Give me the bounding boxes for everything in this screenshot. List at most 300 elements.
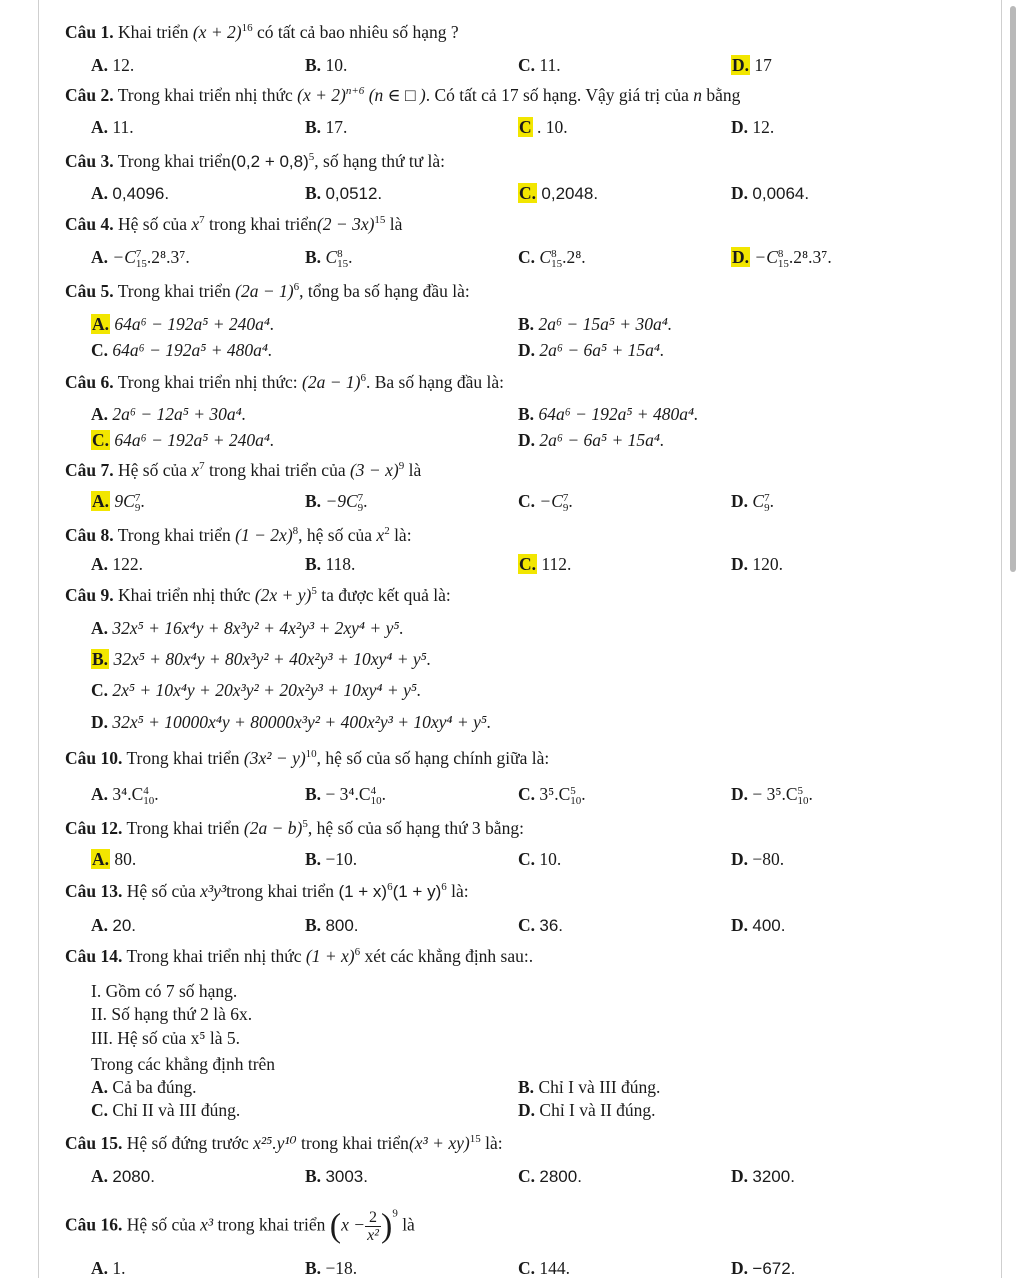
option-letter: B. [305,491,322,511]
option-value: 0,2048. [541,184,599,203]
option-b[interactable] [305,182,382,205]
option-letter: B. [305,915,322,935]
option-c[interactable] [518,116,568,138]
math-var: x [191,460,200,480]
option-a[interactable] [91,1165,155,1188]
question-text: Trong khai triển nhị thức [117,85,298,105]
option-letter-highlighted: D. [732,247,750,267]
option-letter: C. [518,247,536,267]
math-expr: (x³ + xy) [408,1133,470,1153]
option-a[interactable] [91,54,134,76]
question-12 [65,817,524,839]
option-letter: A. [91,915,109,935]
math-expr: (x + 2) [192,22,242,42]
option-d[interactable] [731,914,785,937]
question-label: Câu 12. [65,818,123,838]
option-value: −9C [325,491,358,511]
option-d[interactable] [731,182,809,205]
option-tail: . [581,784,586,804]
option-letter: C. [518,849,536,869]
option-d[interactable] [731,1257,795,1280]
option-value: 3⁴.C [112,784,144,804]
option-c[interactable] [518,553,571,575]
option-letter: B. [305,784,322,804]
option-tail: .2⁸.3⁷. [788,247,832,267]
option-letter: D. [731,1166,749,1186]
question-15 [65,1132,503,1154]
option-letter: D. [731,1258,749,1278]
option-letter: D. [518,430,536,450]
math-expr: x²⁵.y¹⁰ [253,1133,297,1153]
option-letter: C. [518,915,536,935]
option-b[interactable] [305,553,355,575]
option-value: 0,0512. [325,184,383,203]
question-text: Hệ số của [126,1214,201,1235]
option-b[interactable] [305,1165,368,1188]
option-a[interactable] [91,914,136,937]
option-tail: . [568,491,573,511]
question-text: , hệ số của số hạng thứ 3 bằng: [307,818,524,838]
question-label: Câu 7. [65,460,114,480]
option-value: Chỉ II và III đúng. [112,1100,241,1120]
binom-bottom: 10 [143,794,155,807]
option-letter: C. [518,784,536,804]
binom-bottom: 9 [562,501,569,514]
question-label: Câu 10. [65,748,123,768]
question-text: Trong khai triển [117,525,236,545]
fraction-numerator: 2 [365,1209,381,1227]
math-exponent: 5 [308,151,315,164]
math-exponent: 15 [374,214,386,227]
option-d[interactable] [731,553,783,575]
statement-text: II. Số hạng thứ 2 là 6x. [91,1004,253,1024]
option-letter: A. [91,1077,109,1097]
option-letter: B. [518,1077,535,1097]
binom-bottom: 10 [570,794,582,807]
open-paren: ( [329,1207,342,1245]
question-text: ta được kết quả là: [316,585,451,605]
option-c[interactable] [518,246,586,269]
option-tail: . [363,491,368,511]
option-letter: C. [91,680,109,700]
math-exponent: 6 [441,881,447,894]
math-exponent: 6 [354,946,361,959]
question-5 [65,280,470,302]
question-text: xét các khẳng định sau:. [360,946,534,966]
option-b[interactable] [305,1257,357,1279]
option-value: −672. [752,1259,796,1278]
option-value: 20. [112,916,137,935]
question-2 [65,84,740,106]
option-a[interactable] [91,246,190,269]
option-letter: A. [91,784,109,804]
statement-prompt [91,1053,275,1075]
question-7 [65,459,421,481]
question-text: trong khai triển [296,1133,409,1153]
binom-top: 5 [797,784,804,797]
option-c[interactable] [91,339,272,361]
option-a[interactable] [91,1076,196,1098]
option-c[interactable] [518,1165,582,1188]
option-letter: B. [305,247,322,267]
option-value: 64a⁶ − 192a⁵ + 240a⁴. [114,314,275,334]
option-letter: A. [91,247,109,267]
option-letter: C. [518,55,536,75]
math-expr: (n ∈ □ ) [364,85,426,105]
binom-bottom: 15 [777,257,789,270]
question-text: trong khai triển [213,1214,330,1235]
option-value: 12. [752,117,775,137]
question-text: Trong khai triển [117,281,236,301]
option-d[interactable] [731,246,832,269]
binom-top: 4 [370,784,377,797]
option-d[interactable] [518,429,664,451]
option-value: 32x⁵ + 80x⁴y + 80x³y² + 40x²y³ + 10xy⁴ + y⁵. [113,649,432,669]
question-text: trong khai triển của [204,460,350,480]
question-label: Câu 6. [65,372,114,392]
binom-top: 8 [337,247,343,260]
option-letter: A. [91,554,109,574]
option-letter: A. [91,183,109,203]
option-value: 17 [754,55,772,75]
option-a[interactable] [91,313,274,335]
math-exponent: 6 [293,281,300,294]
question-text: Trong khai triển nhị thức [126,946,306,966]
option-tail: . [381,784,386,804]
option-value: 12. [112,55,135,75]
math-exponent: 9 [398,460,405,473]
option-c[interactable] [518,54,561,76]
option-c[interactable] [91,1099,240,1121]
option-tail: . [154,784,159,804]
question-text: Trong khai triển [126,748,244,768]
option-value: 17. [325,117,348,137]
option-letter-highlighted: C [519,117,532,137]
option-letter: C. [91,1100,109,1120]
statement-1 [91,980,237,1002]
question-text: Hệ số đứng trước [126,1133,254,1153]
option-letter: D. [731,183,749,203]
math-exponent: 2 [384,525,390,538]
option-value: 3003. [325,1167,368,1186]
option-b[interactable] [91,648,431,670]
option-b[interactable] [305,116,347,138]
option-letter: D. [731,784,749,804]
question-6 [65,371,504,393]
option-tail: . [348,247,353,267]
option-value: 0,4096. [112,184,170,203]
scrollbar-thumb[interactable] [1010,6,1016,572]
math-expr: (2x + y) [254,585,312,605]
question-label: Câu 2. [65,85,114,105]
option-letter: D. [518,1100,536,1120]
option-value: 11. [539,55,561,75]
option-d[interactable] [91,711,491,733]
option-letter: C. [91,340,109,360]
option-d[interactable] [731,848,784,870]
statement-2 [91,1003,252,1025]
math-expr: x − [341,1214,366,1235]
math-exponent: 8 [292,525,299,538]
binom-top: 8 [777,247,784,260]
math-expr: (3 − x) [349,460,399,480]
option-letter-highlighted: C. [519,183,537,203]
option-value: 36. [539,916,564,935]
option-letter-highlighted: A. [92,491,110,511]
question-text: Khai triển nhị thức [118,585,255,605]
option-letter-highlighted: A. [92,314,110,334]
option-b[interactable] [518,403,698,425]
option-value: 120. [752,554,784,574]
option-b[interactable] [305,490,368,513]
math-expr: (1 − 2x) [235,525,293,545]
binom-top: 4 [143,784,149,797]
question-text: trong khai triển [204,214,317,234]
option-c[interactable] [518,914,563,937]
option-value: 10. [325,55,348,75]
option-a[interactable] [91,182,169,205]
option-value: C [325,247,338,267]
option-a[interactable] [91,403,246,425]
option-b[interactable] [518,1076,660,1098]
option-letter: B. [305,117,322,137]
option-value: 0,0064. [752,184,810,203]
option-value: 64a⁶ − 192a⁵ + 240a⁴. [114,430,275,450]
option-value: 112. [541,554,572,574]
math-expr: (3x² − y) [243,748,306,768]
option-a[interactable] [91,1257,126,1279]
statement-text: III. Hệ số của x⁵ là 5. [91,1028,240,1048]
option-d[interactable] [731,116,774,138]
binom-bottom: 9 [134,501,141,514]
option-value: −C [754,247,778,267]
option-value: −10. [325,849,358,869]
math-expr: x³y³ [200,881,227,901]
option-value: 2800. [539,1167,582,1186]
statement-text: I. Gồm có 7 số hạng. [91,981,238,1001]
option-value: 2080. [112,1167,155,1186]
question-8 [65,524,412,546]
question-13 [65,880,469,903]
option-value: C [539,247,552,267]
binom-bottom: 15 [337,257,349,270]
question-text: là: [389,525,412,545]
option-a[interactable] [91,617,404,639]
binom-top: 7 [764,491,770,504]
math-var: x [191,214,200,234]
option-a[interactable] [91,848,136,870]
option-letter-highlighted: B. [92,649,109,669]
question-9 [65,584,451,606]
math-var: n [693,85,702,105]
fraction [365,1209,381,1244]
binom-top: 7 [357,491,364,504]
question-text: Khai triển [118,22,193,42]
option-value: 32x⁵ + 10000x⁴y + 80000x³y² + 400x²y³ + 10xy⁴ + y⁵. [112,712,492,732]
option-b[interactable] [305,54,347,76]
option-d[interactable] [518,339,664,361]
option-tail: . [140,491,145,511]
option-letter-highlighted: A. [92,849,110,869]
question-label: Câu 5. [65,281,114,301]
binom-bottom: 10 [370,794,382,807]
question-label: Câu 4. [65,214,114,234]
binom-top: 5 [570,784,576,797]
option-letter: B. [305,55,322,75]
option-a[interactable] [91,116,134,138]
option-c[interactable] [518,490,573,513]
math-expr: (2a − b) [243,818,303,838]
option-c[interactable] [518,848,561,870]
math-exponent: 10 [305,748,317,761]
question-16 [65,1209,415,1244]
question-label: Câu 3. [65,151,114,171]
math-expr: (x + 2) [297,85,346,105]
option-b[interactable] [305,783,386,806]
option-letter: C. [518,1166,536,1186]
question-text: có tất cả bao nhiêu số hạng ? [252,22,459,42]
option-a[interactable] [91,553,143,575]
math-exponent: 5 [302,818,308,831]
option-c[interactable] [518,1257,570,1279]
question-label: Câu 1. [65,22,114,42]
option-value: 2a⁶ − 15a⁵ + 30a⁴. [538,314,673,334]
option-letter: D. [518,340,536,360]
option-value: − 3⁴.C [325,784,371,804]
option-letter: B. [305,849,322,869]
option-value: 3200. [752,1167,795,1186]
binom-top: 7 [562,491,569,504]
math-exponent: 7 [199,460,205,473]
question-label: Câu 8. [65,525,114,545]
option-value: Chỉ I và II đúng. [539,1100,656,1120]
question-text: là [404,460,422,480]
math-expr: (1 + x) [305,946,355,966]
option-value: 64a⁶ − 192a⁵ + 480a⁴. [112,340,273,360]
question-text: . Có tất cả 17 số hạng. Vậy giá trị của [425,85,694,105]
option-d[interactable] [518,1099,656,1121]
option-value: Cả ba đúng. [112,1077,197,1097]
option-letter: A. [91,55,109,75]
binom-bottom: 15 [551,257,563,270]
question-label: Câu 16. [65,1214,123,1235]
option-letter: C. [518,491,536,511]
cropped-header-strip [38,0,1002,6]
statement-3 [91,1027,240,1049]
option-value: 1. [112,1258,126,1278]
option-value: −80. [752,849,785,869]
option-tail: . [808,784,813,804]
question-text: Trong khai triển [126,818,244,838]
option-b[interactable] [305,848,357,870]
question-3 [65,150,445,173]
option-value: 2a⁶ − 12a⁵ + 30a⁴. [112,404,247,424]
math-expr: (0,2 + 0,8) [230,152,309,171]
question-text: , tổng ba số hạng đầu là: [299,281,470,301]
math-exponent: 6 [360,372,366,385]
math-exponent: n+6 [345,85,365,98]
option-a[interactable] [91,490,145,513]
option-value: 118. [325,554,356,574]
question-14 [65,945,533,967]
math-expr: (1 + x) [338,882,388,901]
math-exponent: 6 [387,881,393,894]
option-letter: C. [518,1258,536,1278]
math-exponent: 9 [392,1207,398,1220]
binom-bottom: 10 [797,794,809,807]
option-value: 80. [114,849,137,869]
question-1 [65,21,459,43]
option-d[interactable] [731,54,772,76]
fraction-denominator: x² [367,1227,379,1244]
option-b[interactable] [305,914,359,937]
question-label: Câu 9. [65,585,114,605]
option-letter: A. [91,1166,109,1186]
option-c[interactable] [91,679,421,701]
question-10 [65,747,549,769]
option-letter: B. [518,314,535,334]
option-letter: D. [731,117,749,137]
option-value: 64a⁶ − 192a⁵ + 480a⁴. [538,404,699,424]
option-d[interactable] [731,490,774,513]
question-text: , hệ số của số hạng chính giữa là: [316,748,550,768]
option-d[interactable] [731,1165,795,1188]
option-d[interactable] [731,783,813,806]
binom-bottom: 9 [764,501,770,514]
question-text: Hệ số của [118,460,192,480]
math-expr: (2a − 1) [302,372,361,392]
option-a[interactable] [91,783,159,806]
question-text: , số hạng thứ tư là: [314,151,446,171]
binom-bottom: 15 [135,257,147,270]
question-text: , hệ số của [298,525,377,545]
question-text: là [397,1214,415,1235]
option-c[interactable] [91,429,274,451]
option-letter: A. [91,117,109,137]
option-value: 2a⁶ − 6a⁵ + 15a⁴. [539,340,665,360]
math-expr: (2a − 1) [235,281,294,301]
math-exponent: 15 [469,1133,481,1146]
option-letter: A. [91,404,109,424]
option-tail: .2⁸. [562,247,586,267]
option-c[interactable] [518,783,586,806]
option-letter-highlighted: D. [732,55,750,75]
option-tail: .2⁸.3⁷. [146,247,190,267]
option-value: 11. [112,117,134,137]
option-b[interactable] [518,313,672,335]
question-text: Trong khai triển nhị thức: [117,372,303,392]
question-label: Câu 13. [65,881,123,901]
option-tail: . [769,491,774,511]
option-value: 144. [539,1258,571,1278]
option-value: −C [112,247,136,267]
question-text: bằng [701,85,741,105]
math-var: x [376,525,385,545]
question-4 [65,213,402,235]
option-b[interactable] [305,246,353,269]
binom-top: 7 [134,491,141,504]
math-exponent: 16 [241,22,253,35]
option-letter: D. [91,712,109,732]
question-text: trong khai triển [226,881,339,901]
option-value: Chỉ I và III đúng. [538,1077,661,1097]
question-text: Trong khai triển [117,151,231,171]
option-letter: A. [91,618,109,638]
binom-bottom: 9 [357,501,364,514]
option-c[interactable] [518,182,598,205]
option-value: . 10. [532,117,568,137]
option-value: 2x⁵ + 10x⁴y + 20x³y² + 20x²y³ + 10xy⁴ + y⁵. [112,680,422,700]
